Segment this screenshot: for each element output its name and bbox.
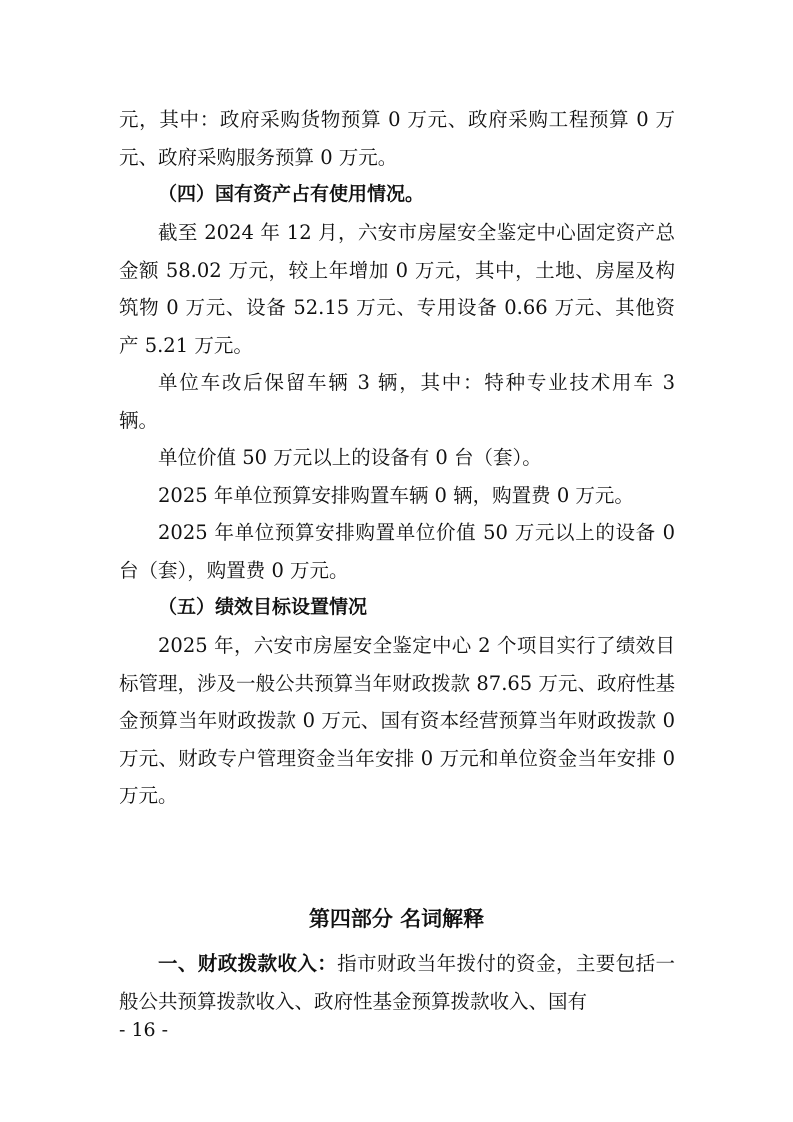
definition-term: 一、财政拨款收入： [158,952,338,975]
paragraph-vehicles: 单位车改后保留车辆 3 辆，其中：特种专业技术用车 3 辆。 [119,371,675,432]
heading-performance-goals: （五）绩效目标设置情况 [158,596,368,618]
definition-text: 指市财政当年拨付的资金，主要包括一般公共预算拨款收入、政府性基金预算拨款收入、国有 [119,952,675,1013]
paragraph-fixed-assets: 截至 2024 年 12 月，六安市房屋安全鉴定中心固定资产总金额 58.02 万元，较上年增加 0 万元，其中，土地、房屋及构筑物 0 万元、设备 52.15 万元、专用设备 0.66 万元、其他资产 5.21 万元。 [119,221,675,357]
paragraph-vehicle-purchase: 2025 年单位预算安排购置车辆 0 辆，购置费 0 万元。 [158,484,634,507]
page-number: - 16 - [119,1019,169,1041]
paragraph-performance: 2025 年，六安市房屋安全鉴定中心 2 个项目实行了绩效目标管理，涉及一般公共预算当年财政拨款 87.65 万元、政府性基金预算当年财政拨款 0 万元、国有资本经营预算当年财政拨款 0 万元、财政专户管理资金当年安排 0 万元和单位资金当年安排 0 万元。 [119,634,675,807]
paragraph-procurement: 元，其中：政府采购货物预算 0 万元、政府采购工程预算 0 万元、政府采购服务预算 0 万元。 [119,108,675,169]
paragraph-equipment-purchase: 2025 年单位预算安排购置单位价值 50 万元以上的设备 0 台（套），购置费 0 万元。 [119,521,675,582]
heading-state-assets: （四）国有资产占有使用情况。 [158,183,425,205]
section-title: 第四部分 名词解释 [308,907,485,931]
paragraph-equipment-value: 单位价值 50 万元以上的设备有 0 台（套）。 [158,446,542,469]
paragraph-definition-1 [119,945,675,1020]
